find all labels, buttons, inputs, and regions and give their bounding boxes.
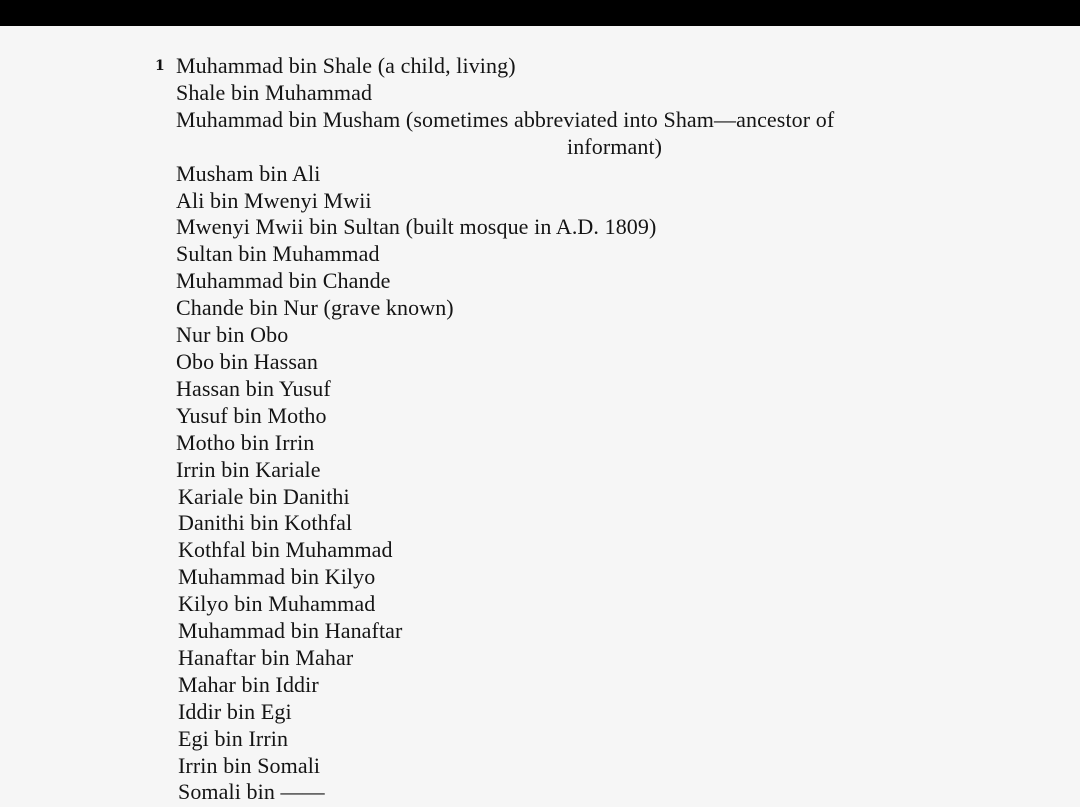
genealogy-line: Sultan bin Muhammad <box>176 241 380 267</box>
top-black-bar <box>0 0 1080 26</box>
genealogy-line: Muhammad bin Musham (sometimes abbreviated into Sham—ancestor of <box>176 106 835 132</box>
genealogy-line: Danithi bin Kothfal <box>178 510 353 536</box>
footnote-marker: 1 <box>155 58 165 74</box>
genealogy-line: Mahar bin Iddir <box>178 671 319 697</box>
genealogy-line: Shale bin Muhammad <box>176 79 373 105</box>
genealogy-line: Musham bin Ali <box>176 160 321 186</box>
genealogy-line: Iddir bin Egi <box>178 698 292 724</box>
genealogy-line: Irrin bin Kariale <box>176 456 321 482</box>
document-page <box>0 26 1080 807</box>
genealogy-line: Irrin bin Somali <box>178 752 321 778</box>
genealogy-line: Muhammad bin Hanaftar <box>178 618 403 644</box>
genealogy-line: Motho bin Irrin <box>176 429 315 455</box>
genealogy-line: Ali bin Mwenyi Mwii <box>176 187 372 213</box>
genealogy-line: Hanaftar bin Mahar <box>178 644 354 670</box>
genealogy-line: Muhammad bin Chande <box>176 268 391 294</box>
genealogy-line: Mwenyi Mwii bin Sultan (built mosque in A.D. 1809) <box>176 214 657 240</box>
genealogy-line: Kothfal bin Muhammad <box>178 537 393 563</box>
genealogy-line: Kariale bin Danithi <box>178 483 350 509</box>
genealogy-line: Obo bin Hassan <box>176 348 318 374</box>
genealogy-line: Yusuf bin Motho <box>176 402 327 428</box>
genealogy-line: Hassan bin Yusuf <box>176 375 331 401</box>
genealogy-line-continuation: informant) <box>567 133 663 159</box>
genealogy-line: Somali bin —— <box>178 779 325 805</box>
genealogy-line: Muhammad bin Kilyo <box>178 564 376 590</box>
genealogy-list <box>176 53 976 806</box>
genealogy-line: Chande bin Nur (grave known) <box>176 295 454 321</box>
genealogy-line: Nur bin Obo <box>176 322 289 348</box>
genealogy-line: Egi bin Irrin <box>178 725 289 751</box>
genealogy-line: Muhammad bin Shale (a child, living) <box>176 53 516 78</box>
genealogy-line: Kilyo bin Muhammad <box>178 591 376 617</box>
